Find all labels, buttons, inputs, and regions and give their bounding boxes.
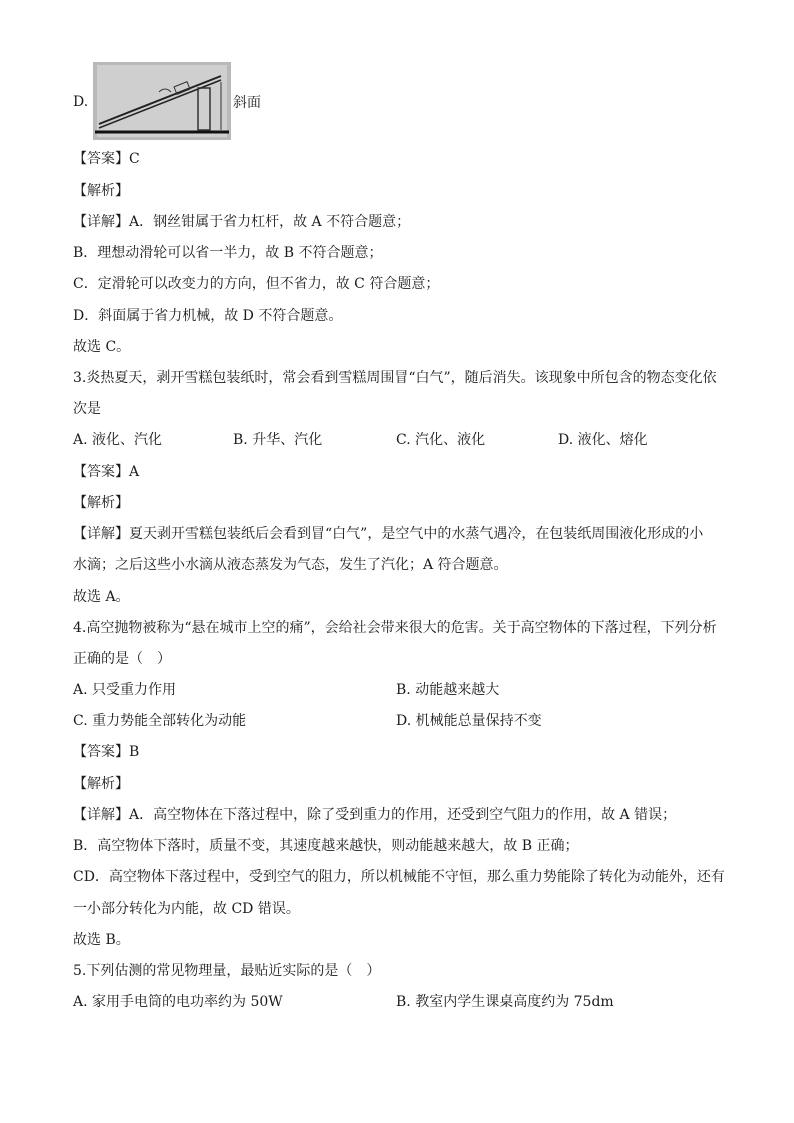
q2-detail-a: 【详解】A．钢丝钳属于省力杠杆，故 A 不符合题意； [73, 214, 411, 230]
q4-stem-line-1: 4.高空抛物被称为“悬在城市上空的痛”，会给社会带来很大的危害。关于高空物体的下落过程，下列分析 [73, 620, 717, 636]
q4-detail-a: 【详解】A．高空物体在下落过程中，除了受到重力的作用，还受到空气阻力的作用，故 A 错误； [73, 807, 677, 823]
q4-answer: 【答案】B [73, 744, 140, 760]
q3-conclusion: 故选 A。 [73, 589, 130, 605]
q2-detail-c: C．定滑轮可以改变力的方向，但不省力，故 C 符合题意； [73, 276, 440, 292]
q2-option-d [73, 62, 373, 142]
q2-conclusion: 故选 C。 [73, 339, 131, 355]
q4-analysis-heading: 【解析】 [73, 776, 129, 792]
q3-stem-line-1: 3.炎热夏天，剥开雪糕包装纸时，常会看到雪糕周围冒“白气”，随后消失。该现象中所包含的物态变化依 [73, 370, 717, 386]
q5-option-b: B. 教室内学生课桌高度约为 75dm [396, 994, 614, 1010]
option-d-label: D. [73, 94, 89, 110]
q3-detail-line-1: 【详解】夏天剥开雪糕包装纸后会看到冒“白气”，是空气中的水蒸气遇冷，在包装纸周围液化形成的小 [73, 526, 704, 542]
q2-answer: 【答案】C [73, 151, 140, 167]
q2-detail-b: B．理想动滑轮可以省一半力，故 B 不符合题意； [73, 245, 383, 261]
q4-detail-cd-line-1: CD．高空物体下落过程中，受到空气的阻力，所以机械能不守恒，那么重力势能除了转化为动能外，还有 [73, 869, 725, 885]
q5-stem: 5.下列估测的常见物理量，最贴近实际的是（ ） [73, 963, 381, 979]
q3-option-c: C. 汽化、液化 [396, 432, 486, 448]
q3-option-a: A. 液化、汽化 [73, 432, 163, 448]
q4-conclusion: 故选 B。 [73, 932, 130, 948]
q3-answer: 【答案】A [73, 464, 140, 480]
q3-analysis-heading: 【解析】 [73, 495, 129, 511]
q4-detail-b: B．高空物体下落时，质量不变，其速度越来越快，则动能越来越大，故 B 正确； [73, 838, 579, 854]
q2-detail-d: D．斜面属于省力机械，故 D 不符合题意。 [73, 308, 343, 324]
q4-detail-cd-line-2: 一小部分转化为内能，故 CD 错误。 [73, 901, 300, 917]
q2-analysis-heading: 【解析】 [73, 183, 129, 199]
q5-option-a: A. 家用手电筒的电功率约为 50W [73, 994, 283, 1010]
q3-stem-line-2: 次是 [73, 401, 101, 417]
q4-stem-line-2: 正确的是（ ） [73, 651, 171, 667]
q3-option-d: D. 液化、熔化 [558, 432, 648, 448]
q3-option-b: B. 升华、汽化 [233, 432, 323, 448]
q4-option-b: B. 动能越来越大 [396, 682, 500, 698]
q4-option-d: D. 机械能总量保持不变 [396, 713, 542, 729]
q3-detail-line-2: 水滴；之后这些小水滴从液态蒸发为气态，发生了汽化；A 符合题意。 [73, 557, 508, 573]
option-d-text: 斜面 [233, 95, 261, 111]
q4-option-c: C. 重力势能全部转化为动能 [73, 713, 247, 729]
inclined-plane-figure [93, 62, 231, 140]
q4-option-a: A. 只受重力作用 [73, 682, 177, 698]
